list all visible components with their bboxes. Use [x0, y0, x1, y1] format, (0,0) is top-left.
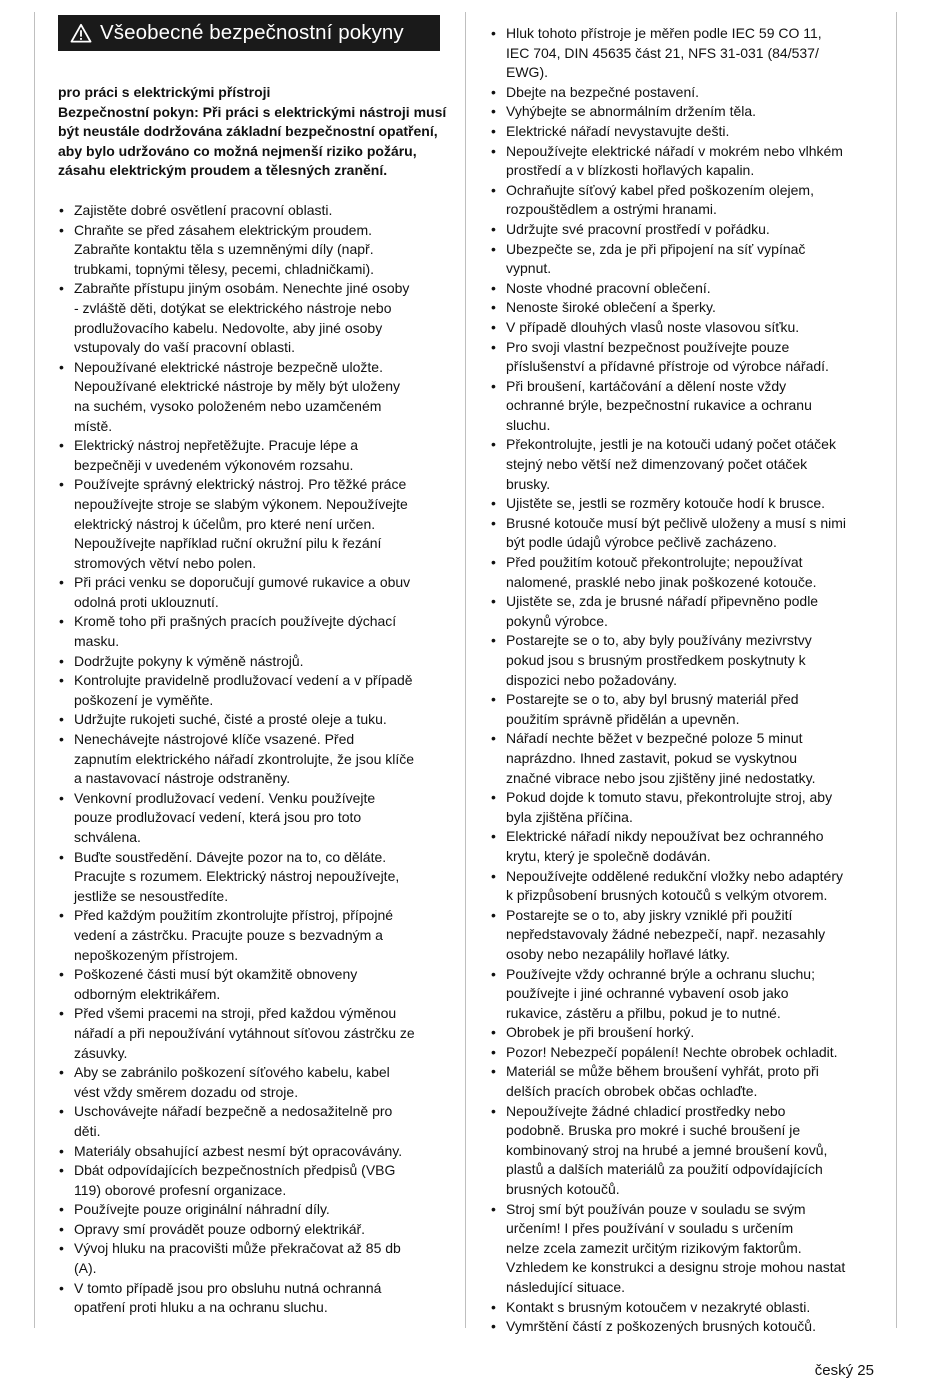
- list-item-line: následující situace.: [506, 1279, 626, 1295]
- bullet-icon: •: [491, 83, 496, 100]
- list-item-line: Materiály obsahující azbest nesmí být opracovávány.: [74, 1142, 403, 1159]
- list-item-line: Kontrolujte pravidelně prodlužovací vedení a v případě: [74, 672, 413, 689]
- list-item: [490, 24, 882, 83]
- list-item-line: Elektrické nářadí nevystavujte dešti.: [506, 122, 730, 139]
- list-item-line: odolná proti uklouznutí.: [74, 593, 219, 610]
- list-item: [58, 612, 448, 651]
- list-item: [490, 377, 882, 436]
- list-item-line: Opravy smí provádět pouze odborný elektrikář.: [74, 1220, 366, 1237]
- list-item: [490, 435, 882, 494]
- list-item: [490, 122, 882, 142]
- bullet-icon: •: [491, 240, 496, 257]
- list-item-line: Překontrolujte, jestli je na kotouči udaný počet otáček: [506, 436, 836, 453]
- bullet-icon: •: [491, 1200, 496, 1217]
- list-item: [490, 181, 882, 220]
- list-item-line: schválena.: [74, 829, 141, 845]
- bullet-icon: •: [59, 652, 64, 669]
- list-item: [58, 848, 448, 907]
- bullet-icon: •: [59, 1279, 64, 1296]
- list-item-line: Před všemi pracemi na stroji, před každou výměnou: [74, 1005, 397, 1022]
- list-item: [58, 1279, 448, 1318]
- list-item-line: Ujistěte se, zda je brusné nářadí připevněno podle: [506, 593, 819, 610]
- list-item-line: vstupovaly do vaší pracovní oblasti.: [74, 339, 296, 356]
- list-item-line: a nastavovací nástroje odstraněny.: [74, 770, 291, 787]
- list-item-line: nepoškozeným přístrojem.: [74, 946, 239, 963]
- bullet-icon: •: [59, 221, 64, 238]
- list-item-line: plastů a dalších materiálů za použití odpovídajících: [506, 1161, 823, 1178]
- bullet-icon: •: [59, 437, 64, 454]
- list-item-line: vedení a zástrčku. Pracujte pouze s bezvadným a: [74, 926, 383, 943]
- bullet-icon: •: [491, 1298, 496, 1315]
- list-item-line: vypnut.: [506, 260, 552, 277]
- list-item-line: Vymrštění částí z poškozených brusných kotoučů.: [506, 1318, 816, 1335]
- intro-subtitle: pro práci s elektrickými přístroji: [58, 84, 271, 100]
- list-item: [490, 142, 882, 181]
- list-item-line: jestliže se nesoustředíte.: [74, 887, 229, 904]
- list-item-line: dispozici nebo požadovány.: [506, 671, 677, 688]
- list-item: [58, 671, 448, 710]
- list-item-line: osoby nebo nezapálily hořlavé látky.: [506, 945, 730, 962]
- list-item-line: Zabraňte kontaktu těla s uzemněnými díly (např.: [74, 241, 374, 258]
- bullet-icon: •: [59, 202, 64, 218]
- list-item-line: Před každým použitím zkontrolujte přístroj, přípojné: [74, 907, 394, 924]
- list-item-line: byla zjištěna příčina.: [506, 808, 633, 825]
- list-item-line: nelze zcela zamezit určitým rizikovým faktorům.: [506, 1239, 802, 1256]
- list-item-line: stejný nebo větší než dimenzovaný počet otáček: [506, 456, 808, 473]
- list-item: [490, 1200, 882, 1298]
- bullet-icon: •: [491, 593, 496, 610]
- list-item-line: naprázdno. Ihned zastavit, pokud se vyskytnou: [506, 749, 798, 766]
- list-item-line: Pro svoji vlastní bezpečnost používejte pouze: [506, 338, 790, 355]
- list-item: [58, 652, 448, 672]
- list-item-line: delších pracích obrobek občas ochlaďte.: [506, 1083, 758, 1100]
- list-item-line: nepoužívejte stroje se slabým výkonem. Nepoužívejte: [74, 495, 408, 512]
- list-item-line: Používejte správný elektrický nástroj. Pro těžké práce: [74, 476, 407, 493]
- list-item-line: být podle údajů výrobce pečlivě zacházeno.: [506, 534, 777, 551]
- bullet-icon: •: [59, 907, 64, 924]
- list-item-line: Poškozené části musí být okamžitě obnoveny: [74, 966, 358, 983]
- list-item: [490, 631, 882, 690]
- bullet-icon: •: [491, 1318, 496, 1335]
- list-item-line: Uschovávejte nářadí bezpečně a nedosažitelně pro: [74, 1103, 393, 1120]
- bullet-icon: •: [491, 142, 496, 159]
- bullet-icon: •: [491, 279, 496, 296]
- list-item-line: ochranné brýle, bezpečnostní rukavice a ochranu: [506, 397, 812, 414]
- bullet-icon: •: [59, 672, 64, 689]
- bullet-icon: •: [491, 691, 496, 708]
- bullet-icon: •: [491, 906, 496, 923]
- list-item-line: Noste vhodné pracovní oblečení.: [506, 279, 711, 296]
- bullet-icon: •: [59, 1220, 64, 1237]
- list-item-line: masku.: [74, 633, 120, 650]
- list-item: [490, 827, 882, 866]
- list-item-line: Elektrické nářadí nikdy nepoužívat bez ochranného: [506, 828, 824, 845]
- list-item: [58, 710, 448, 730]
- list-item-line: podobně. Bruska pro mokré i suché broušení je: [506, 1122, 801, 1139]
- list-item-line: Při práci venku se doporučují gumové rukavice a obuv: [74, 574, 411, 591]
- list-item-line: poškození je vyměňte.: [74, 691, 214, 708]
- list-item: [490, 318, 882, 338]
- list-item-line: Při broušení, kartáčování a dělení noste vždy: [506, 377, 787, 394]
- list-item-line: opatření proti hluku a na ochranu sluchu.: [74, 1299, 328, 1316]
- bullet-icon: •: [59, 1064, 64, 1081]
- bullet-icon: •: [491, 789, 496, 806]
- list-item-line: určením! I přes používání v souladu s určením: [506, 1220, 794, 1237]
- list-item-line: místě.: [74, 417, 113, 434]
- list-item-line: Elektrický nástroj nepřetěžujte. Pracuje lépe a: [74, 437, 359, 454]
- list-item-line: Před použitím kotouč překontrolujte; nepoužívat: [506, 554, 803, 571]
- list-item-line: používejte i jiné ochranné vybavení osob jako: [506, 985, 789, 1002]
- list-item-line: na suchém, vysoko položeném nebo uzamčeném: [74, 397, 382, 414]
- list-item-line: Vzhledem ke konstrukci a designu stroje mohou nastat: [506, 1259, 846, 1276]
- list-item: [58, 906, 448, 965]
- list-item: [490, 1298, 882, 1318]
- list-item-line: použitím správně přidělán a upevněn.: [506, 710, 740, 727]
- bullet-icon: •: [491, 554, 496, 571]
- list-item: [490, 279, 882, 299]
- list-item: [58, 573, 448, 612]
- list-item-line: Aby se zabránilo poškození síťového kabelu, kabel: [74, 1064, 390, 1081]
- list-item-line: Používejte pouze originální náhradní díly.: [74, 1201, 330, 1218]
- list-item-line: Nepoužívané elektrické nástroje bezpečně uložte.: [74, 358, 383, 375]
- list-item: [58, 1142, 448, 1162]
- list-item-line: Nepoužívejte oddělené redukční vložky nebo adaptéry: [506, 867, 843, 884]
- right-margin-rule: [896, 12, 897, 1328]
- list-item-line: Obrobek je při broušení horký.: [506, 1024, 695, 1041]
- list-item-line: Nepoužívejte například ruční okružní pilu k řezání: [74, 535, 382, 552]
- list-item-line: pouze prodlužovací vedení, která jsou pro toto: [74, 809, 362, 826]
- list-item-line: kombinovaný stroj na hrubé a jemné broušení kovů,: [506, 1141, 828, 1158]
- list-item-line: Ujistěte se, jestli se rozměry kotouče hodí k brusce.: [506, 495, 826, 512]
- list-item: [490, 298, 882, 318]
- list-item-line: 119) oborové profesní organizace.: [74, 1181, 287, 1198]
- list-item-line: brusných kotoučů.: [506, 1181, 620, 1198]
- bullet-icon: •: [491, 318, 496, 335]
- list-item-line: zásuvky.: [74, 1044, 128, 1061]
- list-item: [58, 436, 448, 475]
- list-item-line: stromových větví nebo polen.: [74, 554, 257, 571]
- bullet-icon: •: [59, 731, 64, 748]
- list-item-line: IEC 704, DIN 45635 část 21, NFS 31-031 (84/537/: [506, 44, 819, 61]
- list-item: [58, 1239, 448, 1278]
- list-item-line: trubkami, topnými tělesy, pecemi, chladničkami).: [74, 260, 375, 277]
- list-item: [58, 1063, 448, 1102]
- list-item-line: Udržujte své pracovní prostředí v pořádku.: [506, 220, 770, 237]
- bullet-icon: •: [59, 1103, 64, 1120]
- bullet-icon: •: [491, 632, 496, 649]
- bullet-icon: •: [491, 220, 496, 237]
- list-item-line: nářadí a při nepoužívání vytáhnout síťovou zástrčku ze: [74, 1024, 415, 1041]
- section-title-bar: [58, 15, 440, 51]
- list-item-line: rukavice, zástěru a přilbu, pokud je to nutné.: [506, 1004, 781, 1021]
- list-item: [490, 788, 882, 827]
- list-item-line: Dbejte na bezpečné postavení.: [506, 83, 700, 100]
- bullet-icon: •: [491, 299, 496, 316]
- list-item: [58, 1161, 448, 1200]
- bullet-icon: •: [491, 377, 496, 394]
- bullet-icon: •: [59, 1005, 64, 1022]
- bullet-icon: •: [491, 495, 496, 512]
- list-item: [58, 789, 448, 848]
- list-item-line: Hluk tohoto přístroje je měřen podle IEC 59 CO 11,: [506, 25, 822, 41]
- bullet-icon: •: [491, 181, 496, 198]
- list-item-line: nalomené, prasklé nebo jinak poškozené kotouče.: [506, 573, 817, 590]
- list-item: [490, 494, 882, 514]
- list-item-line: Pracujte s rozumem. Elektrický nástroj nepoužívejte,: [74, 868, 400, 885]
- bullet-icon: •: [491, 1043, 496, 1060]
- bullet-icon: •: [491, 1102, 496, 1119]
- list-item: [490, 83, 882, 103]
- list-item: [58, 221, 448, 280]
- list-item-line: Venkovní prodlužovací vedení. Venku používejte: [74, 789, 376, 806]
- bullet-icon: •: [491, 1063, 496, 1080]
- list-item-line: (A).: [74, 1260, 97, 1277]
- list-item: [490, 592, 882, 631]
- bullet-icon: •: [59, 476, 64, 493]
- bullet-icon: •: [59, 574, 64, 591]
- list-item-line: Buďte soustředění. Dávejte pozor na to, co děláte.: [74, 848, 387, 865]
- list-item-line: krytu, který je společně dodáván.: [506, 847, 711, 864]
- list-item-line: Materiál se může během broušení vyhřát, proto při: [506, 1063, 819, 1080]
- list-item: [58, 475, 448, 573]
- list-item-line: Pozor! Nebezpečí popálení! Nechte obrobek ochladit.: [506, 1043, 838, 1060]
- list-item-line: Postarejte se o to, aby byly používány mezivrstvy: [506, 632, 812, 649]
- list-item-line: Nepoužívejte elektrické nářadí v mokrém nebo vlhkém: [506, 142, 843, 159]
- list-item: [490, 1043, 882, 1063]
- list-item-line: Nenoste široké oblečení a šperky.: [506, 299, 716, 316]
- list-item: [58, 1220, 448, 1240]
- list-item-line: Ochraňujte síťový kabel před poškozením olejem,: [506, 181, 814, 198]
- list-item: [58, 965, 448, 1004]
- list-item-line: Brusné kotouče musí být pečlivě uloženy a musí s nimi: [506, 514, 847, 531]
- bullet-icon: •: [491, 1024, 496, 1041]
- list-item-line: - zvláště děti, dotýkat se elektrického nástroje nebo: [74, 299, 392, 316]
- list-item: [490, 965, 882, 1024]
- list-item-line: Chraňte se před zásahem elektrickým proudem.: [74, 221, 373, 238]
- list-item-line: příslušenství a přídavné přístroje od výrobce nářadí.: [506, 358, 829, 375]
- list-item: [58, 1102, 448, 1141]
- list-item-line: Kromě toho při prašných pracích používejte dýchací: [74, 613, 397, 630]
- list-item: [490, 514, 882, 553]
- list-item: [490, 867, 882, 906]
- intro-block: [58, 83, 448, 181]
- bullet-icon: •: [59, 613, 64, 630]
- bullet-icon: •: [59, 1240, 64, 1257]
- list-item-line: pokud jsou s brusným prostředkem poskytnuty k: [506, 652, 806, 668]
- list-item-line: rozpouštědlem a ostrými hranami.: [506, 201, 717, 218]
- bullet-icon: •: [491, 514, 496, 531]
- bullet-icon: •: [491, 25, 496, 41]
- list-item: [58, 279, 448, 357]
- bullet-icon: •: [491, 965, 496, 982]
- list-item: [58, 358, 448, 436]
- intro-safety-note: Bezpečnostní pokyn: Při práci s elektrickými nástroji musí být neustále dodržována základní bezpečnostní opatření, aby bylo udržováno co možná nejmenší riziko požáru, zásahu elektrickým proudem a tělesných zranění.: [58, 103, 447, 179]
- list-item-line: Nepoužívejte žádné chladicí prostředky nebo: [506, 1102, 786, 1119]
- list-item: [490, 690, 882, 729]
- bullet-icon: •: [491, 122, 496, 139]
- list-item-line: sluchu.: [506, 416, 551, 433]
- list-item-line: děti.: [74, 1122, 101, 1139]
- list-item-line: odborným elektrikářem.: [74, 985, 221, 1002]
- list-item: [490, 729, 882, 788]
- bullet-icon: •: [59, 1162, 64, 1179]
- bullet-icon: •: [59, 1201, 64, 1218]
- list-item-line: prostředí a v blízkosti hořlavých kapalin.: [506, 162, 755, 179]
- list-item-line: Stroj smí být používán pouze v souladu se svým: [506, 1200, 806, 1217]
- list-item-line: elektrický nástroj k účelům, pro které není určen.: [74, 515, 376, 532]
- bullet-icon: •: [59, 1142, 64, 1159]
- bullet-icon: •: [59, 848, 64, 865]
- list-item-line: Zabraňte přístupu jiným osobám. Nenechte jiné osoby: [74, 280, 410, 297]
- list-item-line: Kontakt s brusným kotoučem v nezakryté oblasti.: [506, 1298, 811, 1315]
- bullet-icon: •: [491, 828, 496, 845]
- list-item-line: Nářadí nechte běžet v bezpečné poloze 5 minut: [506, 730, 803, 747]
- bullet-icon: •: [59, 280, 64, 297]
- list-item-line: Nepoužívané elektrické nástroje by měly být uloženy: [74, 378, 401, 395]
- left-bullet-list: [58, 201, 448, 1318]
- list-item-line: Dbát odpovídajících bezpečnostních předpisů (VBG: [74, 1162, 396, 1179]
- list-item: [490, 338, 882, 377]
- bullet-icon: •: [59, 966, 64, 983]
- list-item: [58, 730, 448, 789]
- list-item-line: Postarejte se o to, aby byl brusný materiál před: [506, 691, 799, 708]
- page-number: český 25: [814, 1362, 874, 1379]
- list-item-line: pokynů výrobce.: [506, 612, 608, 629]
- list-item-line: Ubezpečte se, zda je při připojení na síť vypínač: [506, 240, 806, 257]
- list-item-line: k přizpůsobení brusných kotoučů s velkým otvorem.: [506, 887, 828, 904]
- list-item-line: zapnutím elektrického nářadí zkontrolujte, že jsou klíče: [74, 750, 415, 767]
- list-item-line: Nenechávejte nástrojové klíče vsazené. Před: [74, 731, 355, 748]
- list-item-line: Dodržujte pokyny k výměně nástrojů.: [74, 652, 304, 669]
- bullet-icon: •: [59, 358, 64, 375]
- list-item: [490, 102, 882, 122]
- warning-triangle-icon: [70, 23, 92, 43]
- list-item: [490, 1102, 882, 1200]
- list-item-line: V případě dlouhých vlasů noste vlasovou síťku.: [506, 318, 800, 335]
- list-item-line: Udržujte rukojeti suché, čisté a prosté oleje a tuku.: [74, 711, 387, 728]
- list-item-line: značné vibrace nebo jsou zjištěny jiné nedostatky.: [506, 769, 816, 786]
- list-item: [490, 240, 882, 279]
- list-item-line: Pokud dojde k tomuto stavu, překontrolujte stroj, aby: [506, 789, 833, 806]
- right-bullet-list: [490, 24, 882, 1337]
- page-title: Všeobecné bezpečnostní pokyny: [100, 21, 404, 44]
- list-item-line: brusky.: [506, 475, 551, 492]
- list-item-line: EWG).: [506, 64, 548, 81]
- list-item-line: Zajistěte dobré osvětlení pracovní oblasti.: [74, 202, 333, 218]
- list-item: [490, 1062, 882, 1101]
- bullet-icon: •: [491, 338, 496, 355]
- left-margin-rule: [34, 12, 35, 1328]
- bullet-icon: •: [59, 789, 64, 806]
- list-item: [490, 220, 882, 240]
- list-item-line: nepředstavovaly žádné nebezpečí, např. nezasahly: [506, 926, 826, 943]
- list-item-line: Postarejte se o to, aby jiskry vzniklé při použití: [506, 906, 793, 923]
- list-item-line: Vývoj hluku na pracovišti může překračovat až 85 db: [74, 1240, 401, 1257]
- bullet-icon: •: [491, 730, 496, 747]
- list-item-line: prodlužovacího kabelu. Nedovolte, aby jiné osoby: [74, 319, 383, 336]
- list-item: [490, 553, 882, 592]
- list-item-line: bezpečněji v uvedeném výkonovém rozsahu.: [74, 456, 354, 473]
- list-item-line: Používejte vždy ochranné brýle a ochranu sluchu;: [506, 965, 815, 982]
- list-item: [58, 201, 448, 221]
- list-item-line: V tomto případě jsou pro obsluhu nutná ochranná: [74, 1279, 382, 1296]
- bullet-icon: •: [491, 103, 496, 120]
- list-item-line: vést vždy směrem dozadu od stroje.: [74, 1083, 299, 1100]
- bullet-icon: •: [491, 867, 496, 884]
- list-item: [490, 1317, 882, 1337]
- list-item-line: Vyhýbejte se abnormálním držením těla.: [506, 103, 757, 120]
- column-divider-rule: [465, 12, 466, 1328]
- bullet-icon: •: [491, 436, 496, 453]
- list-item: [490, 906, 882, 965]
- bullet-icon: •: [59, 711, 64, 728]
- list-item: [58, 1200, 448, 1220]
- list-item: [58, 1004, 448, 1063]
- list-item: [490, 1023, 882, 1043]
